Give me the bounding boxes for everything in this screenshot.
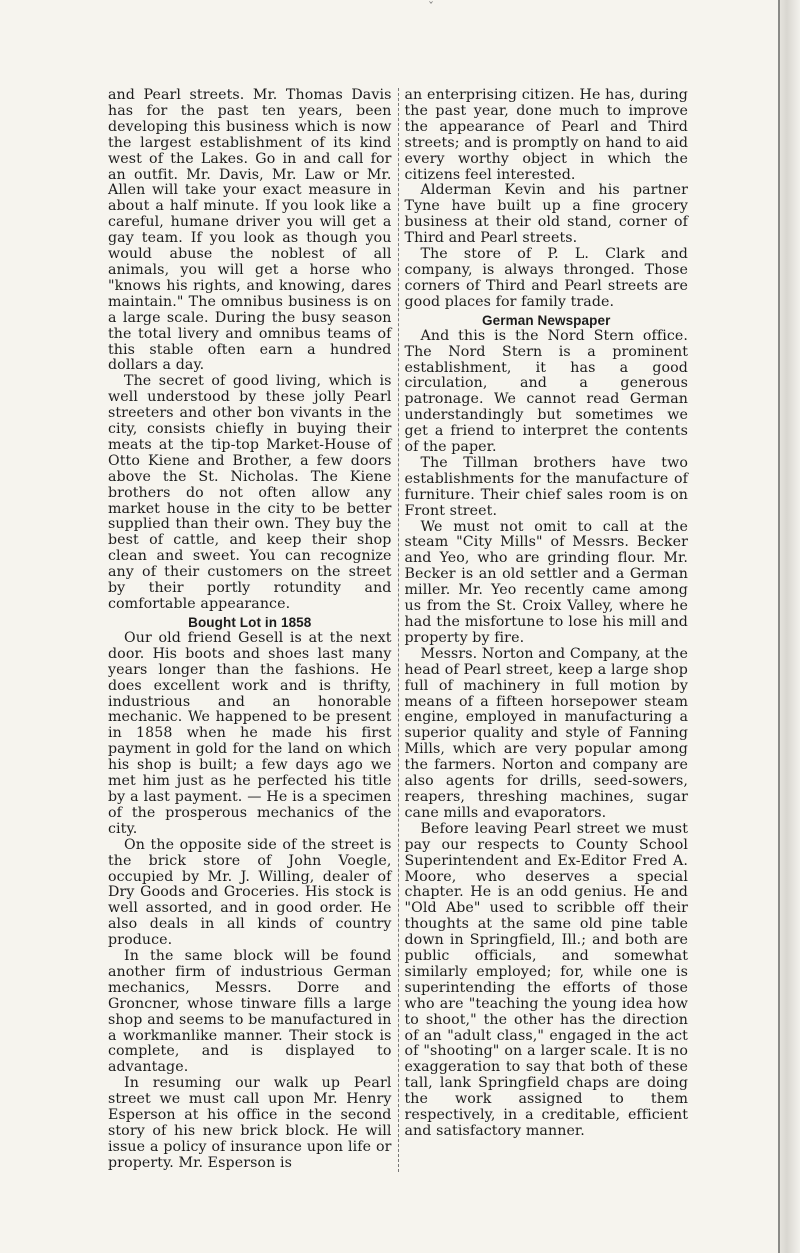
- paragraph: Before leaving Pearl street we must pay our respects to County School Superintendent and Ex-Editor Fred A. Moore, who deserves a special chapter. He is an odd genius. He and "Old Abe" used to scribble off their thoughts at the same old pine table down in Springfield, Ill.; and both are public officials, and somewhat similarly employed; for, while one is superintending the efforts of those who are "teaching the young idea how to shoot," the other has the direction of an "adult class," engaged in the act of "shooting" on a larger scale. It is no exaggeration to say that both of these tall, lank Springfield chaps are doing the work assigned to them respectively, in a creditable, efficient and satisfactory manner.: [404, 820, 688, 1139]
- scan-edge: [778, 0, 800, 1253]
- paragraph: The store of P. L. Clark and company, is always thronged. Those corners of Third and Pearl streets are good places for family trade.: [404, 246, 688, 310]
- paragraph: and Pearl streets. Mr. Thomas Davis has for the past ten years, been developing this business which is now the largest establishment of its kind west of the Lakes. Go in and call for an outfit. Mr. Davis, Mr. Law or Mr. Allen will take your exact measure in about a half minute. If you look like a careful, humane driver you will get a gay team. If you look as though you would abuse the noblest of all animals, you will get a horse who "knows his rights, and knowing, dares maintain." The omnibus business is on a large scale. During the busy season the total livery and omnibus teams of this stable often earn a hundred dollars a day.: [108, 87, 392, 374]
- top-mark: ˇ: [428, 0, 434, 14]
- paragraph: The secret of good living, which is well understood by these jolly Pearl streeters and other bon vivants in the city, consists chiefly in buying their meats at the tip-top Market-House of Otto Kiene and Brother, a few doors above the St. Nicholas. The Kiene brothers do not often allow any market house in the city to be better supplied than their own. They buy the best of cattle, and keep their shop clean and sweet. You can recognize any of their customers on the street by their portly rotundity and comfortable appearance.: [108, 373, 392, 612]
- right-column: [399, 88, 689, 1172]
- paragraph: And this is the Nord Stern office. The Nord Stern is a prominent establishment, it has a good circulation, and a generous patronage. We cannot read German understandingly but sometimes we get a friend to interpret the contents of the paper.: [404, 327, 688, 456]
- section-heading: Bought Lot in 1858: [188, 614, 312, 630]
- article: [108, 88, 688, 1172]
- scan-line: [778, 0, 780, 1253]
- paragraph: In resuming our walk up Pearl street we must call upon Mr. Henry Esperson at his office in the second story of his new brick block. He will issue a policy of insurance upon life or property. Mr. Esperson is: [108, 1075, 392, 1171]
- left-column: [108, 88, 399, 1172]
- paragraph: On the opposite side of the street is the brick store of John Voegle, occupied by Mr. J. Willing, dealer of Dry Goods and Groceries. His stock is well assorted, and in good order. He also deals in all kinds of country produce.: [108, 836, 392, 949]
- paragraph: In the same block will be found another firm of industrious German mechanics, Messrs. Dorre and Groncner, whose tinware fills a large shop and seems to be manufactured in a workmanlike manner. Their stock is complete, and is displayed to advantage.: [108, 948, 392, 1076]
- paragraph: an enterprising citizen. He has, during the past year, done much to improve the appearance of Pearl and Third streets; and is promptly on hand to aid every worthy object in which the citizens feel interested.: [404, 87, 688, 183]
- paragraph: Messrs. Norton and Company, at the head of Pearl street, keep a large shop full of machinery in full motion by means of a fifteen horsepower steam engine, employed in manufacturing a superior quality and style of Fanning Mills, which are very popular among the farmers. Norton and company are also agents for drills, seed-sowers, reapers, threshing machines, sugar cane mills and evaporators.: [404, 645, 688, 821]
- section-heading: German Newspaper: [482, 312, 611, 328]
- paragraph: Our old friend Gesell is at the next door. His boots and shoes last many years longer than the fashions. He does excellent work and is thrifty, industrious and an honorable mechanic. We happened to be present in 1858 when he made his first payment in gold for the land on which his shop is built; a few days ago we met him just as he perfected his title by a last payment. — He is a specimen of the prosperous mechanics of the city.: [108, 629, 392, 837]
- paragraph: The Tillman brothers have two establishments for the manufacture of furniture. Their chief sales room is on Front street.: [404, 454, 688, 519]
- paragraph: Alderman Kevin and his partner Tyne have built up a fine grocery business at their old stand, corner of Third and Pearl streets.: [404, 182, 688, 247]
- paragraph: We must not omit to call at the steam "City Mills" of Messrs. Becker and Yeo, who are grinding flour. Mr. Becker is an old settler and a German miller. Mr. Yeo recently came among us from the St. Croix Valley, where he had the misfortune to lose his mill and property by fire.: [404, 518, 688, 646]
